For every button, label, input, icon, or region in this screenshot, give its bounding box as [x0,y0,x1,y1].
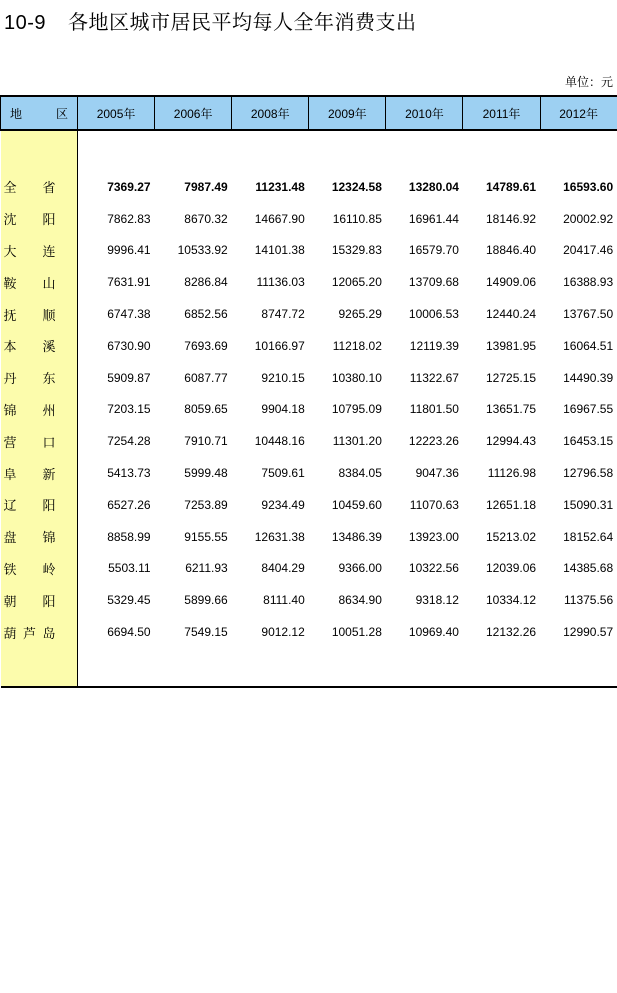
region-name [4,241,56,260]
region-char: 口 [42,434,56,450]
value-cell: 8747.72 [261,307,305,322]
value-cell: 12440.24 [486,307,537,322]
region-cell [1,171,78,203]
region-char: 岛 [42,625,56,641]
value-cell: 10448.16 [254,434,305,449]
value-cell: 11070.63 [409,497,459,512]
value-cell: 12324.58 [331,179,382,194]
region-char: 阳 [42,593,56,609]
value-cell: 20002.92 [563,211,614,226]
value-cell: 7910.71 [184,434,228,449]
header-row [1,96,617,130]
region-cell [1,616,78,648]
value-cell: 8404.29 [261,561,305,576]
value-cell: 6747.38 [107,307,151,322]
value-cell: 12990.57 [563,625,614,640]
value-cell: 7369.27 [107,179,151,194]
region-char: 本 [3,339,17,355]
table-row [1,584,617,616]
value-cell: 5899.66 [184,593,228,608]
value-cell: 13651.75 [486,402,537,417]
value-cell: 14101.38 [254,243,305,258]
value-cell: 10006.53 [408,307,459,322]
value-cell: 6730.90 [107,338,151,353]
region-name [4,305,56,324]
value-cell: 9155.55 [184,529,228,544]
region-char: 全 [3,180,17,196]
region-name [4,559,56,578]
region-name [4,527,56,546]
table-body [1,130,617,687]
value-cell: 9904.18 [261,402,305,417]
value-cell: 16961.44 [408,211,459,226]
value-cell: 11231.48 [255,179,305,194]
value-cell: 11136.03 [256,275,305,290]
table-row [1,394,617,426]
region-name [4,209,56,228]
value-cell: 10459.60 [331,497,382,512]
unit-label: 单位：元 [564,75,613,89]
region-char: 山 [42,275,56,291]
value-cell: 13767.50 [563,307,614,322]
value-cell: 6527.26 [107,497,151,512]
value-cell: 16064.51 [563,338,614,353]
value-cell: 10969.40 [408,625,459,640]
value-cell: 13981.95 [486,338,537,353]
region-name [4,177,56,196]
header-year: 2010年 [386,96,463,130]
table-row [1,330,617,362]
value-cell: 5999.48 [184,466,228,481]
value-cell: 14789.61 [486,179,537,194]
region-char: 营 [3,434,17,450]
data-table [0,95,617,688]
value-cell: 11375.56 [563,593,614,608]
value-cell: 7987.49 [184,179,228,194]
table-row [1,235,617,267]
region-name [4,623,56,642]
value-cell: 12994.43 [486,434,537,449]
header-year: 2006年 [155,96,232,130]
table-row [1,521,617,553]
value-cell: 12631.38 [254,529,305,544]
table-row [1,457,617,489]
value-cell: 6087.77 [184,370,228,385]
region-char: 阜 [3,466,17,482]
value-cell: 8059.65 [184,402,228,417]
header-year: 2012年 [540,96,617,130]
value-cell: 7862.83 [107,211,151,226]
region-char: 朝 [3,593,17,609]
value-cell: 9047.36 [415,466,459,481]
table-row [1,553,617,585]
value-cell: 8111.40 [263,593,305,608]
header-year: 2008年 [232,96,309,130]
region-char: 东 [42,371,56,387]
value-cell: 16110.85 [332,211,382,226]
value-cell: 13923.00 [408,529,459,544]
value-cell: 16579.70 [408,243,459,258]
value-cell: 16388.93 [563,275,614,290]
table-row [1,425,617,457]
value-cell: 18152.64 [563,529,614,544]
value-cell: 10533.92 [177,243,228,258]
region-name [4,400,56,419]
value-cell: 7254.28 [107,434,151,449]
region-cell [1,298,78,330]
value-cell: 10051.28 [331,625,382,640]
value-cell: 7631.91 [107,275,151,290]
region-char: 沈 [3,212,17,228]
region-char: 盘 [3,530,17,546]
region-char: 新 [42,466,56,482]
header-region [1,96,102,130]
value-cell: 7509.61 [261,466,305,481]
region-name [4,368,56,387]
region-char: 岭 [42,561,56,577]
value-cell: 10380.10 [331,370,382,385]
region-char: 大 [3,243,17,259]
value-cell: 9318.12 [415,593,459,608]
region-cell [1,362,78,394]
tail-row [1,648,617,687]
page-title [4,6,417,35]
region-name [4,336,56,355]
value-cell: 9234.49 [261,497,305,512]
value-cell: 15090.31 [563,497,614,512]
value-cell: 9210.15 [261,370,305,385]
value-cell: 11301.20 [332,434,382,449]
value-cell: 7549.15 [184,625,228,640]
region-char: 铁 [3,561,17,577]
region-char: 葫 [3,625,17,641]
region-char: 丹 [3,371,17,387]
value-cell: 12039.06 [486,561,537,576]
data-table-frame [0,95,617,688]
table-number: 10-9 [4,12,47,34]
value-cell: 5503.11 [108,561,151,576]
value-cell: 14490.39 [563,370,614,385]
blank-cell [78,648,617,687]
table-row [1,203,617,235]
value-cell: 5909.87 [107,370,151,385]
table-row [1,616,617,648]
value-cell: 10334.12 [486,593,537,608]
value-cell: 5329.45 [107,593,151,608]
region-char: 州 [42,402,56,418]
region-char: 锦 [42,530,56,546]
value-cell: 12223.26 [408,434,459,449]
region-char: 溪 [42,339,56,355]
region-char: 省 [42,180,56,196]
value-cell: 8286.84 [184,275,228,290]
value-cell: 8858.99 [107,529,151,544]
region-char: 阳 [42,498,56,514]
region-char: 阳 [42,212,56,228]
value-cell: 13280.04 [408,179,459,194]
value-cell: 10322.56 [408,561,459,576]
value-cell: 20417.46 [563,243,614,258]
value-cell: 13486.39 [331,529,382,544]
value-cell: 10166.97 [254,338,305,353]
value-cell: 11801.50 [409,402,459,417]
value-cell: 15329.83 [331,243,382,258]
region-cell [1,330,78,362]
region-cell [1,203,78,235]
header-region-label: 地区 [9,106,102,121]
value-cell: 15213.02 [486,529,537,544]
region-cell [1,489,78,521]
table-row [1,489,617,521]
region-cell [1,553,78,585]
region-cell [1,425,78,457]
value-cell: 6852.56 [184,307,228,322]
value-cell: 8384.05 [338,466,382,481]
value-cell: 16967.55 [563,402,614,417]
header-year: 2009年 [309,96,386,130]
value-cell: 13709.68 [408,275,459,290]
region-char: 锦 [3,402,17,418]
value-cell: 18146.92 [486,211,537,226]
value-cell: 6694.50 [107,625,151,640]
region-char: 顺 [42,307,56,323]
table-row [1,362,617,394]
value-cell: 7693.69 [184,338,228,353]
table-row [1,266,617,298]
region-char: 连 [42,243,56,259]
table-row [1,171,617,203]
value-cell: 7203.15 [107,402,151,417]
value-cell: 9265.29 [338,307,382,322]
value-cell: 12132.26 [486,625,537,640]
value-cell: 5413.73 [107,466,151,481]
region-cell [1,235,78,267]
region-cell-blank [1,648,78,687]
table-row [1,298,617,330]
value-cell: 14385.68 [563,561,614,576]
value-cell: 11126.98 [487,466,537,481]
region-char: 鞍 [3,275,17,291]
value-cell: 11322.67 [409,370,459,385]
region-char: 抚 [3,307,17,323]
region-cell [1,266,78,298]
region-cell-blank [1,130,78,171]
spacer-row [1,130,617,171]
region-cell [1,584,78,616]
header-year: 2005年 [78,96,155,130]
blank-cell [78,130,617,171]
region-name [4,464,56,483]
value-cell: 12065.20 [331,275,382,290]
value-cell: 10795.09 [331,402,382,417]
value-cell: 11218.02 [332,338,382,353]
table-title: 各地区城市居民平均每人全年消费支出 [68,12,417,34]
value-cell: 16453.15 [563,434,614,449]
region-cell [1,457,78,489]
header-year: 2011年 [463,96,540,130]
region-cell [1,521,78,553]
region-name [4,432,56,451]
value-cell: 18846.40 [486,243,537,258]
value-cell: 16593.60 [563,179,614,194]
value-cell: 12119.39 [409,338,459,353]
region-char: 芦 [22,625,36,641]
value-cell: 14909.06 [486,275,537,290]
region-name [4,495,56,514]
value-cell: 12725.15 [486,370,537,385]
value-cell: 9366.00 [338,561,382,576]
value-cell: 8670.32 [184,211,228,226]
value-cell: 9012.12 [261,625,305,640]
value-cell: 7253.89 [184,497,228,512]
value-cell: 14667.90 [254,211,305,226]
value-cell: 9996.41 [107,243,151,258]
region-name [4,273,56,292]
region-char: 辽 [3,498,17,514]
region-cell [1,394,78,426]
value-cell: 12651.18 [486,497,537,512]
region-name [4,591,56,610]
value-cell: 6211.93 [185,561,228,576]
value-cell: 12796.58 [563,466,614,481]
value-cell: 8634.90 [338,593,382,608]
